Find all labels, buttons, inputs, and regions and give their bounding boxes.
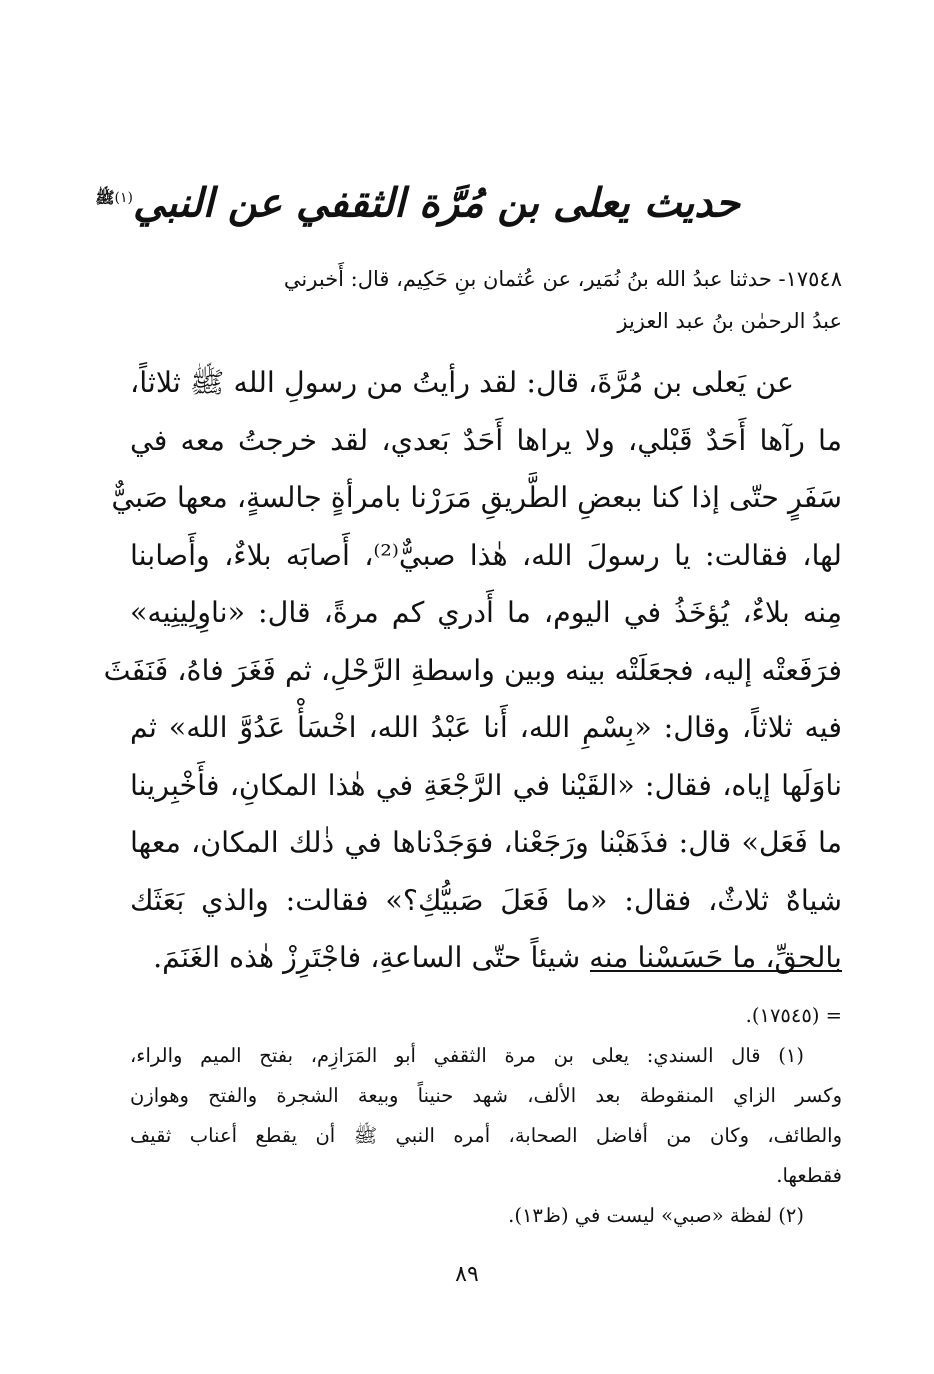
hadith-text-line: عن يَعلى بن مُرَّةَ، قال: لقد رأيتُ من رسولِ الله ﷺ ثلاثاً، [130, 366, 794, 399]
hadith-text-line: شياهٌ ثلاثٌ، فقال: «ما فَعَلَ صَبيُّكِ؟» فقالت: والذي بَعَثَك [130, 883, 842, 917]
hadith-text-line: ما رآها أَحَدٌ قَبْلي، ولا يراها أَحَدٌ بَعدي، لقد خرجتُ معه في [130, 423, 842, 457]
hadith-text-line: لها، فقالت: يا رسولَ الله، هٰذا صبيٌّ⁽²⁾، أَصابَه بلاءٌ، وأَصابنا [130, 538, 842, 572]
hadith-isnad [130, 258, 842, 342]
footnote-1-line: والطائف، وكان من أفاضل الصحابة، أمره النبي ﷺ أن يقطع أعناب ثقيف [130, 1124, 842, 1147]
footnote-separator [590, 970, 842, 972]
hadith-text-line: فيه ثلاثاً، وقال: «بِسْمِ الله، أَنا عَبْدُ الله، اخْسَأْ عَدُوَّ الله» ثم [130, 711, 842, 744]
isnad-line: عبدُ الرحمٰن بنُ عبد العزيز [617, 309, 842, 333]
honorific-glyph: ﷺ [95, 188, 115, 207]
hadith-text-line: ما فَعَل» قال: فذَهَبْنا ورَجَعْنا، فوَجَدْناها في ذٰلك المكان، معها [130, 826, 842, 859]
chapter-title [95, 168, 740, 233]
hadith-text-line: مِنه بلاءٌ، يُؤخَذُ في اليوم، ما أَدري كم مرةً، قال: «ناوِلِينِيه» [130, 596, 842, 629]
page-number: ٨٩ [455, 1262, 479, 1287]
footnotes [130, 996, 842, 1236]
footnote-2: (٢) لفظة «صبي» ليست في (ظ١٣). [508, 1204, 804, 1227]
hadith-text [103, 354, 842, 987]
footnote-1-line: وكسر الزاي المنقوطة بعد الألف، شهد حنيناً وبيعة الشجرة والفتح وهوازن [130, 1084, 842, 1107]
hadith-text-line: ناوَلَها إياه، فقال: «القَيْنا في الرَّجْعَةِ في هٰذا المكانِ، فأَخْبِرينا [130, 768, 842, 802]
hadith-text-line: فرَفَعتْه إليه، فجعَلَتْه بينه وبين واسطةِ الرَّحْلِ، ثم فَغَرَ فاهُ، فَنَفَثَ [103, 653, 842, 687]
hadith-text-line: بالحقِّ، ما حَسَسْنا منه شيئاً حتّى الساعةِ، فاجْتَرِزْ هٰذه الغَنَمَ. [153, 941, 842, 974]
footnote-1-line: فقطعها. [776, 1164, 842, 1187]
hadith-text-line: سَفَرٍ حتّى إذا كنا ببعضِ الطَّريقِ مَرَرْنا بامرأةٍ جالسةٍ، معها صَبيٌّ [111, 481, 842, 514]
footnote-1-line: (١) قال السندي: يعلى بن مرة الثقفي أبو المَرَازِم، بفتح الميم والراء، [130, 1044, 804, 1067]
chapter-title-footnote-marker[interactable]: (١) [114, 190, 133, 206]
footnote-continuation: = (١٧٥٤٥). [745, 1004, 842, 1027]
chapter-title-text: حديث يعلى بن مُرَّة الثقفي عن النبي [132, 179, 740, 227]
isnad-line: ١٧٥٤٨- حدثنا عبدُ الله بنُ نُمَير، عن عُثمان بنِ حَكِيم، قال: أَخبرني [283, 267, 842, 291]
